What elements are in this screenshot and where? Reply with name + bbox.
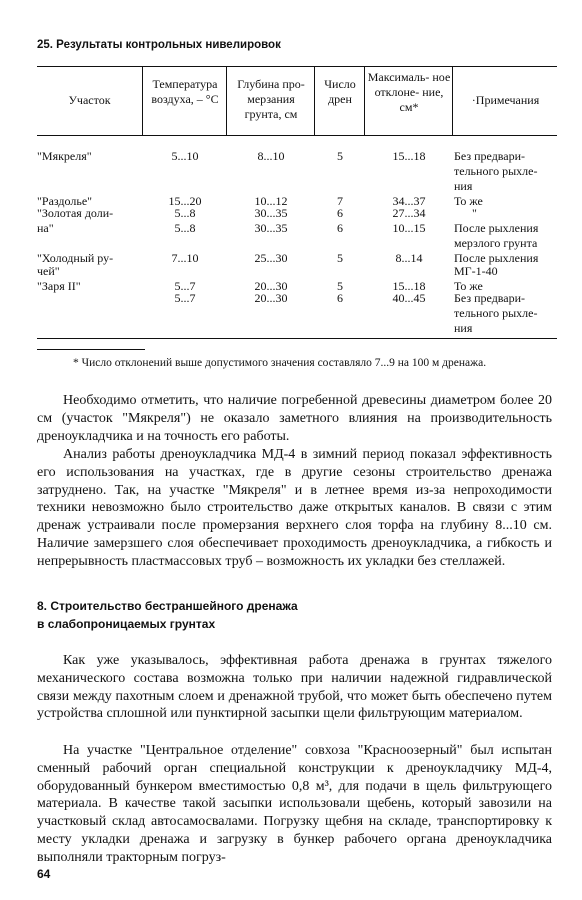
- cell-note: После рыхления: [454, 221, 539, 235]
- header-divider-3: [314, 67, 315, 135]
- cell-depth: 8...10: [257, 149, 285, 163]
- cell-drains: 6: [337, 291, 343, 305]
- cell-deviation: 15...18: [392, 149, 426, 163]
- cell-drains: 7: [337, 194, 343, 208]
- cell-site: "Мякреля": [37, 149, 92, 163]
- cell-note: ния: [454, 321, 473, 335]
- cell-drains: 6: [337, 206, 343, 220]
- cell-depth: 10...12: [254, 194, 288, 208]
- table-title: 25. Результаты контрольных нивелировок: [37, 39, 281, 51]
- header-divider-2: [226, 67, 227, 135]
- cell-note: Без предвари-: [454, 149, 526, 163]
- cell-depth: 20...30: [254, 291, 288, 305]
- cell-depth: 30...35: [254, 221, 288, 235]
- header-divider-1: [142, 67, 143, 135]
- cell-note: мерзлого грунта: [454, 236, 538, 250]
- section-heading-line-2: в слабопроницаемых грунтах: [37, 617, 216, 631]
- table-footnote: * Число отклонений выше допустимого значения составляло 7...9 на 100 м дренажа.: [73, 357, 487, 369]
- paragraph-3: Как уже указывалось, эффективная работа дренажа в грунтах тяжелого механического состава возможна только при наличии надежной гидравлической связи между пахотным слоем и дренажной трубой, что может быть обеспечено путем устройства сплошной или пунктирной засыпки щели фильтрующим материалом.: [37, 653, 552, 722]
- cell-temperature: 5...7: [174, 291, 196, 305]
- header-freezing-depth: Глубина про- мерзания грунта, см: [237, 77, 305, 121]
- cell-site: на": [37, 221, 54, 235]
- cell-drains: 5: [337, 279, 343, 293]
- table-bottom-rule: [37, 338, 557, 339]
- cell-deviation: 27...34: [392, 206, 426, 220]
- cell-deviation: 10...15: [392, 221, 426, 235]
- paragraph-4: На участке "Центральное отделение" совхоза "Красноозерный" был испытан сменный рабочий орган специальной конструкции к дреноукладчику МД-4, оборудованный бункером вместимостью 0,8 м³, для подачи в щель фильтрующего материала. В качестве такой засыпки использовали щебень, который завозили на участковый склад автосамосвалами. Погрузку щебня на складе, транспортировку к месту укладки дренажа и загрузку в бункер рабочего органа дреноукладчика выполняли тракторным погруз-: [37, 743, 552, 865]
- cell-deviation: 34...37: [392, 194, 426, 208]
- cell-note: тельного рыхле-: [454, 164, 538, 178]
- cell-deviation: 40...45: [392, 291, 426, 305]
- cell-temperature: 7...10: [171, 251, 199, 265]
- header-divider-4: [364, 67, 365, 135]
- cell-temperature: 5...8: [174, 221, 196, 235]
- header-temperature: Температура воздуха, – °С: [151, 77, 219, 106]
- paragraph-2: Анализ работы дреноукладчика МД-4 в зимний период показал эффективность его использования на участках, где в другие сезоны строительство дренажа затруднено. Так, на участке "Мякреля" и в летнее время из-за непроходимости техники невозможно было строительство даже открытых каналов. В связи с этим дренаж устраивали после промерзания верхнего слоя торфа на глубину 8...10 см. Наличие замерзшего слоя обеспечивает проходимость дреноукладчика, а гибкость и непрерывность пластмассовых труб – возможность их укладки без стеллажей.: [37, 447, 552, 569]
- cell-site: "Заря II": [37, 279, 81, 293]
- cell-depth: 25...30: [254, 251, 288, 265]
- cell-drains: 5: [337, 251, 343, 265]
- header-drain-count: Число дрен: [324, 77, 356, 106]
- table-header-rule: [37, 135, 557, 136]
- cell-note: Без предвари-: [454, 291, 526, 305]
- header-uchastok: Участок: [68, 93, 111, 107]
- cell-depth: 20...30: [254, 279, 288, 293]
- table-top-rule: [37, 66, 557, 67]
- cell-note: То же: [454, 194, 483, 208]
- header-divider-5: [452, 67, 453, 135]
- header-notes: ·Примечания: [471, 93, 540, 107]
- section-heading-line-1: 8. Строительство бестраншейного дренажа: [37, 599, 298, 613]
- cell-depth: 30...35: [254, 206, 288, 220]
- cell-deviation: 15...18: [392, 279, 426, 293]
- cell-deviation: 8...14: [395, 251, 423, 265]
- cell-note: тельного рыхле-: [454, 306, 538, 320]
- cell-temperature: 5...10: [171, 149, 199, 163]
- cell-note: ": [454, 206, 477, 220]
- cell-note: МГ-1-40: [454, 264, 498, 278]
- cell-note: После рыхления: [454, 251, 539, 265]
- cell-note: То же: [454, 279, 483, 293]
- cell-site: чей": [37, 264, 60, 278]
- cell-drains: 5: [337, 149, 343, 163]
- header-max-deviation: Максималь- ное отклоне- ние, см*: [367, 70, 451, 114]
- footnote-rule: [37, 349, 145, 350]
- cell-temperature: 5...8: [174, 206, 196, 220]
- section-heading: [37, 597, 552, 633]
- page-number: 64: [37, 867, 51, 881]
- cell-drains: 6: [337, 221, 343, 235]
- cell-site: "Золотая доли-: [37, 206, 114, 220]
- cell-site: "Раздолье": [37, 194, 93, 208]
- cell-temperature: 5...7: [174, 279, 196, 293]
- cell-note: ния: [454, 179, 473, 193]
- cell-site: "Холодный ру-: [37, 251, 114, 265]
- paragraph-1: Необходимо отметить, что наличие погребенной древесины диаметром более 20 см (участок "Мякреля") не оказало заметного влияния на производительность дреноукладчика и на точность его работы.: [37, 393, 552, 444]
- cell-temperature: 15...20: [168, 194, 202, 208]
